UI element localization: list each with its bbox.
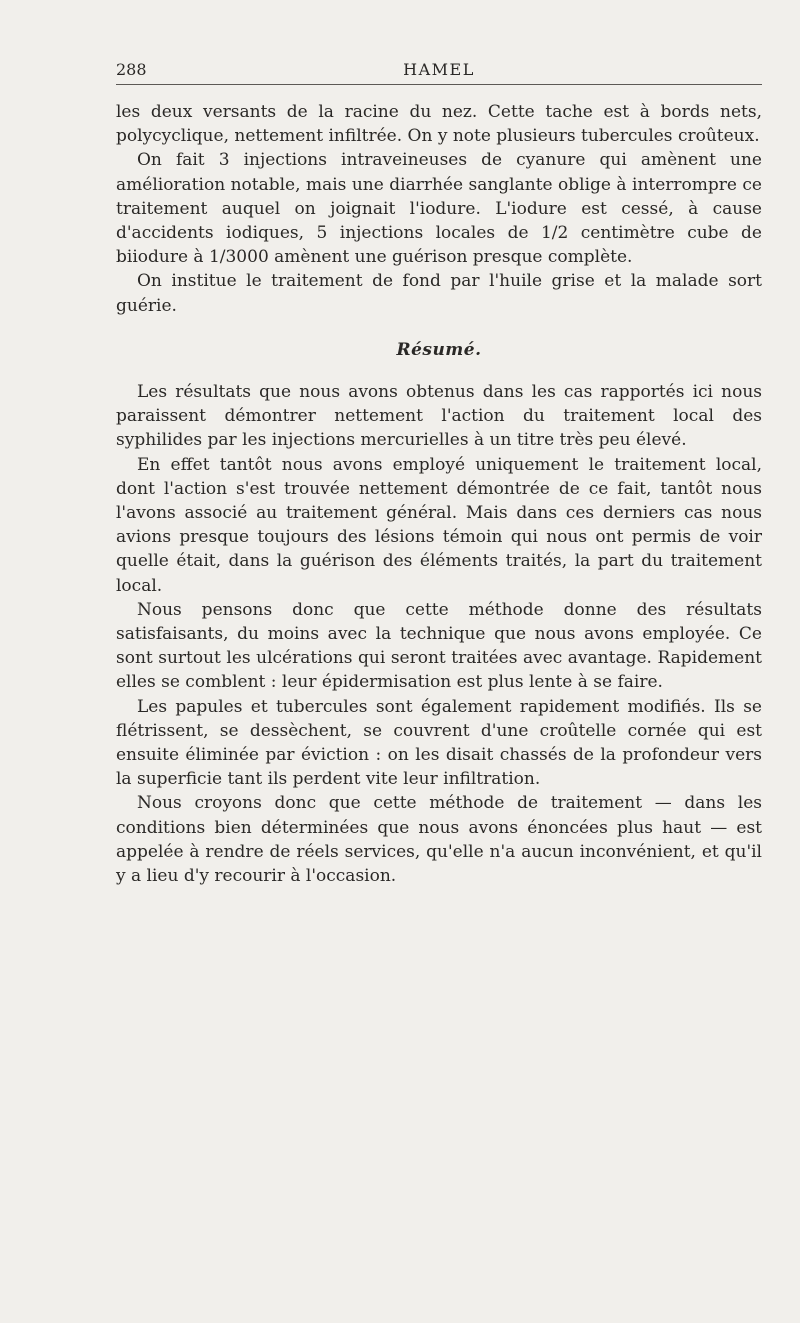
summary-paragraph: Nous pensons donc que cette méthode donne des résultats satisfaisants, du moins avec la technique que nous avons employée. Ce sont surtout les ulcérations qui seront traitées avec avantage. Rapidement elles se comblent : leur épidermisation est plus lente à se faire. <box>116 599 762 693</box>
running-head: HAMEL <box>403 60 475 79</box>
page-body <box>116 100 762 888</box>
summary-paragraph: Les résultats que nous avons obtenus dans les cas rapportés ici nous paraissent démontrer nettement l'action du traitement local des syphilides par les injections mercurielles à un titre très peu élevé. <box>116 382 762 451</box>
page-header <box>116 56 762 85</box>
summary-paragraph: Nous croyons donc que cette méthode de traitement — dans les conditions bien déterminées que nous avons énoncées plus haut — est appelée à rendre de réels services, qu'elle n'a aucun inconvénient, et qu'il y a lieu d'y recourir à l'occasion. <box>116 793 762 887</box>
case-paragraph: les deux versants de la racine du nez. Cette tache est à bords nets, polycyclique, nettement infiltrée. On y note plusieurs tubercules croûteux. <box>116 102 762 147</box>
summary-paragraph: En effet tantôt nous avons employé uniquement le traitement local, dont l'action s'est trouvée nettement démontrée de ce fait, tantôt nous l'avons associé au traitement général. Mais dans ces derniers cas nous avions presque toujours des lésions témoin qui nous ont permis de voir quelle était, dans la guérison des éléments traités, la part du traitement local. <box>116 454 762 596</box>
summary-paragraph: Les papules et tubercules sont également rapidement modifiés. Ils se flétrissent, se dessèchent, se couvrent d'une croûtelle cornée qui est ensuite éliminée par éviction : on les disait chassés de la profondeur vers la superficie tant ils perdent vite leur infiltration. <box>116 696 762 790</box>
section-title-resume: Résumé. <box>396 339 482 360</box>
case-paragraph: On fait 3 injections intraveineuses de cyanure qui amènent une amélioration notable, mais une diarrhée sanglante oblige à interrompre ce traitement auquel on joignait l'iodure. L'iodure est cessé, à cause d'accidents iodiques, 5 injections locales de 1/2 centimètre cube de biiodure à 1/3000 amènent une guérison presque complète. <box>116 150 762 268</box>
page-number: 288 <box>116 60 147 79</box>
case-paragraph: On institue le traitement de fond par l'huile grise et la malade sort guérie. <box>116 271 762 316</box>
